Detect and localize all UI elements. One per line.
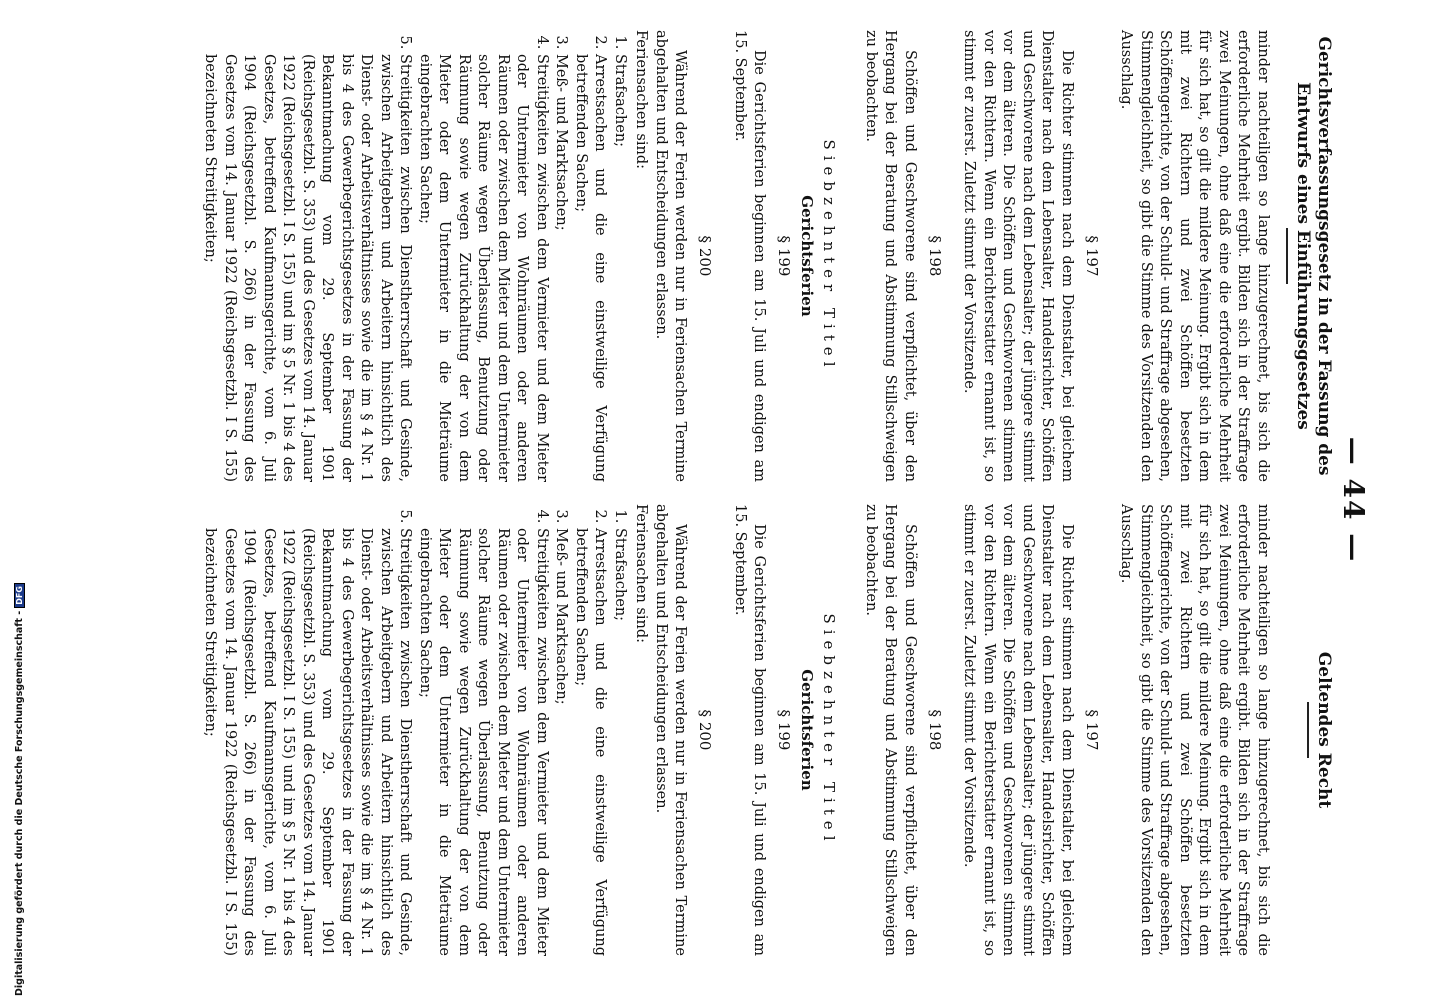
list-item: 4. Streitigkeiten zwischen dem Vermieter und dem Mieter oder Untermieter von Wohnräumen oder anderen Räumen oder zwischen dem Mieter und dem Untermieter solcher Räume wegen Überlassung, Benutzung oder Räumung sowie wegen Zurückhaltung der von dem Mieter oder dem Untermieter in die Mieträume eingebrachten Sachen; <box>415 54 552 482</box>
list-item: 5. Streitigkeiten zwischen Dienstherrschaft und Gesinde, zwischen Arbeitgebern und Arbeitern hinsichtlich des Dienst- oder Arbeitsverhältnisses sowie die im § 4 Nr. 1 bis 4 des Gewerbegerichtsgesetzes in der Fassung der Bekanntmachung vom 29. September 1901 (Reichsgesetzbl. S. 353) und des Gesetzes vom 14. Januar 1922 (Reichsgesetzbl. I S. 155) und im § 5 Nr. 1 bis 4 des Gesetzes, betreffend Kaufmannsgerichte, vom 6. Juli 1904 (Reichsgesetzbl. S. 266) in der Fassung des Gesetzes vom 14. Januar 1922 (Reichsgesetzbl. I S. 155) bezeichneten Streitigkeiten; <box>200 528 415 956</box>
title-heading: Siebzehnter Titel <box>820 139 839 373</box>
section-heading: § 197 <box>1083 709 1101 751</box>
list-item: 1. Strafsachen; <box>610 54 630 482</box>
section-text: Die Richter stimmen nach dem Dienstalter, bei gleichem Dienstalter nach dem Lebensalter, Handelsrichter, Schöffen und Geschworene nach dem Lebensalter; der jüngere stimmt vor dem älteren. Die Schöffen und Geschworenen stimmen vor den Richtern. Wenn ein Berichterstatter ernannt ist, so stimmt er zuerst. Zuletzt stimmt der Vorsitzende. <box>961 504 1075 956</box>
section-text: Die Richter stimmen nach dem Dienstalter, bei gleichem Dienstalter nach dem Lebensalter, Handelsrichter, Schöffen und Geschworene nach dem Lebensalter; der jüngere stimmt vor dem älteren. Die Schöffen und Geschworenen stimmen vor den Richtern. Wenn ein Berichterstatter ernannt ist, so stimmt er zuerst. Zuletzt stimmt der Vorsitzende. <box>961 30 1075 482</box>
section-text: Die Gerichtsferien beginnen am 15. Juli und endigen am 15. September. <box>732 504 768 956</box>
digitization-footer <box>0 0 25 1000</box>
section-heading: § 200 <box>696 235 715 277</box>
dfg-logo: DFG <box>14 583 25 608</box>
footer-text: Digitalisierung gefördert durch die Deutsche Forschungsgemeinschaft - <box>14 610 25 996</box>
column-current-law <box>200 504 1334 956</box>
section-heading: § 200 <box>696 709 715 751</box>
list-item: 2. Arrestsachen und die eine einstweilige Verfügung betreffenden Sachen; <box>571 528 610 956</box>
section-heading: § 198 <box>926 709 944 751</box>
list-intro: Feriensachen sind: <box>633 30 650 169</box>
section-heading: § 199 <box>775 235 794 277</box>
list-item: 5. Streitigkeiten zwischen Dienstherrschaft und Gesinde, zwischen Arbeitgebern und Arbeitern hinsichtlich des Dienst- oder Arbeitsverhältnisses sowie die im § 4 Nr. 1 bis 4 des Gewerbegerichtsgesetzes in der Fassung der Bekanntmachung vom 29. September 1901 (Reichsgesetzbl. S. 353) und des Gesetzes vom 14. Januar 1922 (Reichsgesetzbl. I S. 155) und im § 5 Nr. 1 bis 4 des Gesetzes, betreffend Kaufmannsgerichte, vom 6. Juli 1904 (Reichsgesetzbl. S. 266) in der Fassung des Gesetzes vom 14. Januar 1922 (Reichsgesetzbl. I S. 155) bezeichneten Streitigkeiten; <box>200 54 415 482</box>
section-text: Schöffen und Geschworene sind verpflichtet, über den Hergang bei der Beratung und Abstimmung Stillschweigen zu beobachten. <box>863 504 918 956</box>
section-heading: § 197 <box>1083 235 1101 277</box>
list-item: 1. Strafsachen; <box>610 528 630 956</box>
intro-paragraph: minder nachteiligen so lange hinzugerechnet, bis sich die erforderliche Mehrheit ergibt. Bilden sich in der Straffrage zwei Meinungen, ohne daß eine die erforderliche Mehrheit für sich hat, so gilt die mildere Meinung. Ergibt sich in dem mit zwei Richtern und zwei Schöffen besetzten Schöffengerichte, von der Schuld- und Straffrage abgesehen, Stimmengleichheit, so gibt die Stimme des Vorsitzenden den Ausschlag. <box>1118 504 1271 956</box>
section-text: Die Gerichtsferien beginnen am 15. Juli und endigen am 15. September. <box>732 30 768 482</box>
page-number: — 44 — <box>1337 436 1370 564</box>
feriensachen-list <box>200 504 629 956</box>
column-heading: Gerichtsverfassungsgesetz in der Fassung des Entwurfs eines Einführungsgesetzes <box>1293 36 1334 476</box>
list-item: 4. Streitigkeiten zwischen dem Vermieter und dem Mieter oder Untermieter von Wohnräumen oder anderen Räumen oder zwischen dem Mieter und dem Untermieter solcher Räume wegen Überlassung, Benutzung oder Räumung sowie wegen Zurückhaltung der von dem Mieter oder dem Untermieter in die Mieträume eingebrachten Sachen; <box>415 528 552 956</box>
section-text: Während der Ferien werden nur in Feriensachen Termine abgehalten und Entscheidungen erlassen. <box>653 504 689 956</box>
section-text: Während der Ferien werden nur in Feriensachen Termine abgehalten und Entscheidungen erlassen. <box>653 30 689 482</box>
section-heading: § 199 <box>775 709 794 751</box>
column-draft <box>200 30 1334 482</box>
list-intro: Feriensachen sind: <box>633 504 650 643</box>
column-heading: Geltendes Recht <box>1314 651 1334 809</box>
title-heading: Siebzehnter Titel <box>820 613 839 847</box>
feriensachen-list <box>200 30 629 482</box>
heading-rule <box>1286 228 1288 284</box>
list-item: 2. Arrestsachen und die eine einstweilige Verfügung betreffenden Sachen; <box>571 54 610 482</box>
section-heading: § 198 <box>926 235 944 277</box>
title-subheading: Gerichtsferien <box>798 669 817 791</box>
list-item: 3. Meß- und Marktsachen; <box>551 528 571 956</box>
intro-paragraph: minder nachteiligen so lange hinzugerechnet, bis sich die erforderliche Mehrheit ergibt. Bilden sich in der Straffrage zwei Meinungen, ohne daß eine die erforderliche Mehrheit für sich hat, so gilt die mildere Meinung. Ergibt sich in dem mit zwei Richtern und zwei Schöffen besetzten Schöffengerichte, von der Schuld- und Straffrage abgesehen, Stimmengleichheit, so gibt die Stimme des Vorsitzenden den Ausschlag. <box>1118 30 1271 482</box>
heading-rule <box>1307 702 1309 758</box>
section-text: Schöffen und Geschworene sind verpflichtet, über den Hergang bei der Beratung und Abstimmung Stillschweigen zu beobachten. <box>863 30 918 482</box>
title-subheading: Gerichtsferien <box>798 195 817 317</box>
list-item: 3. Meß- und Marktsachen; <box>551 54 571 482</box>
